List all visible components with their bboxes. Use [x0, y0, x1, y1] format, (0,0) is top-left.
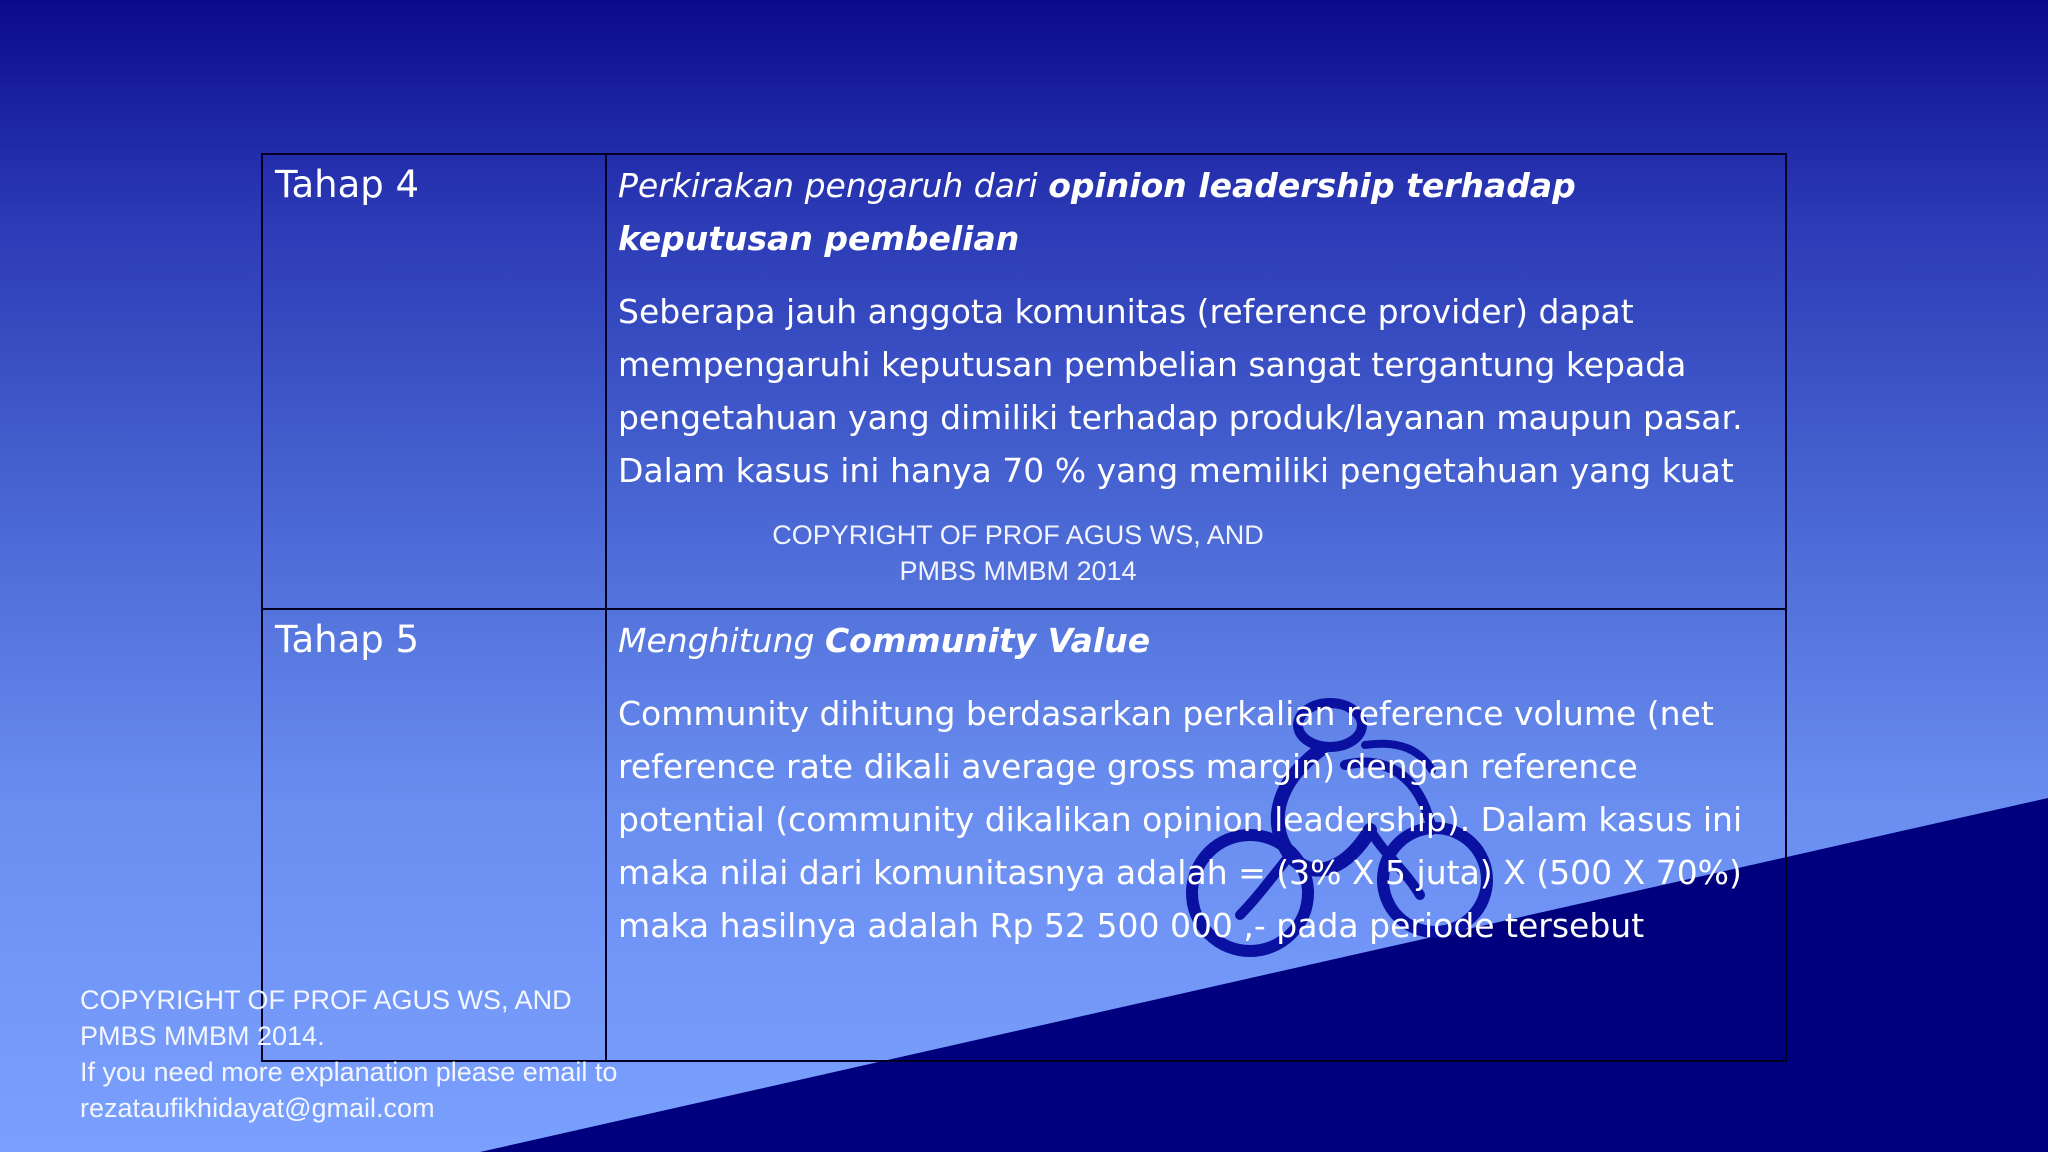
stage-body: Community dihitung berdasarkan perkalian reference volume (net reference rate dikali average gross margin) dengan reference potential (community dikalikan opinion leadership). Dalam kasus ini maka nilai dari komunitasnya adalah = (3% X 5 juta) X (500 X 70%) maka hasilnya adalah Rp 52 500 000 ,- pada periode tersebut	[618, 694, 1743, 945]
stage-heading	[618, 614, 1775, 667]
footer-line: COPYRIGHT OF PROF AGUS WS, AND	[80, 985, 572, 1015]
description-cell	[606, 154, 1786, 609]
stage-heading	[618, 159, 1775, 265]
description-cell	[606, 609, 1786, 1061]
footer-email: rezataufikhidayat@gmail.com	[80, 1093, 435, 1123]
footer-line: If you need more explanation please email to	[80, 1057, 618, 1087]
stage-body: Seberapa jauh anggota komunitas (reference provider) dapat mempengaruhi keputusan pembelian sangat tergantung kepada pengetahuan yang dimiliki terhadap produk/layanan maupun pasar. Dalam kasus ini hanya 70 % yang memiliki pengetahuan yang kuat	[618, 292, 1743, 490]
copyright-line: COPYRIGHT OF PROF AGUS WS, AND	[772, 520, 1264, 550]
heading-italic: Perkirakan pengaruh dari	[618, 166, 1049, 205]
footer-copyright	[80, 982, 617, 1126]
copyright-line: PMBS MMBM 2014	[899, 556, 1137, 586]
table-row	[262, 154, 1786, 609]
heading-bold: Community Value	[824, 621, 1151, 660]
stage-label: Tahap 4	[275, 163, 420, 206]
heading-italic: Menghitung	[618, 621, 825, 660]
copyright-notice	[618, 517, 1418, 589]
heading-bold: opinion leadership terhadap keputusan pembelian	[618, 166, 1576, 258]
stage-label: Tahap 5	[275, 618, 420, 661]
footer-line: PMBS MMBM 2014.	[80, 1021, 325, 1051]
stage-cell	[262, 154, 606, 609]
stages-table	[261, 153, 1787, 1062]
